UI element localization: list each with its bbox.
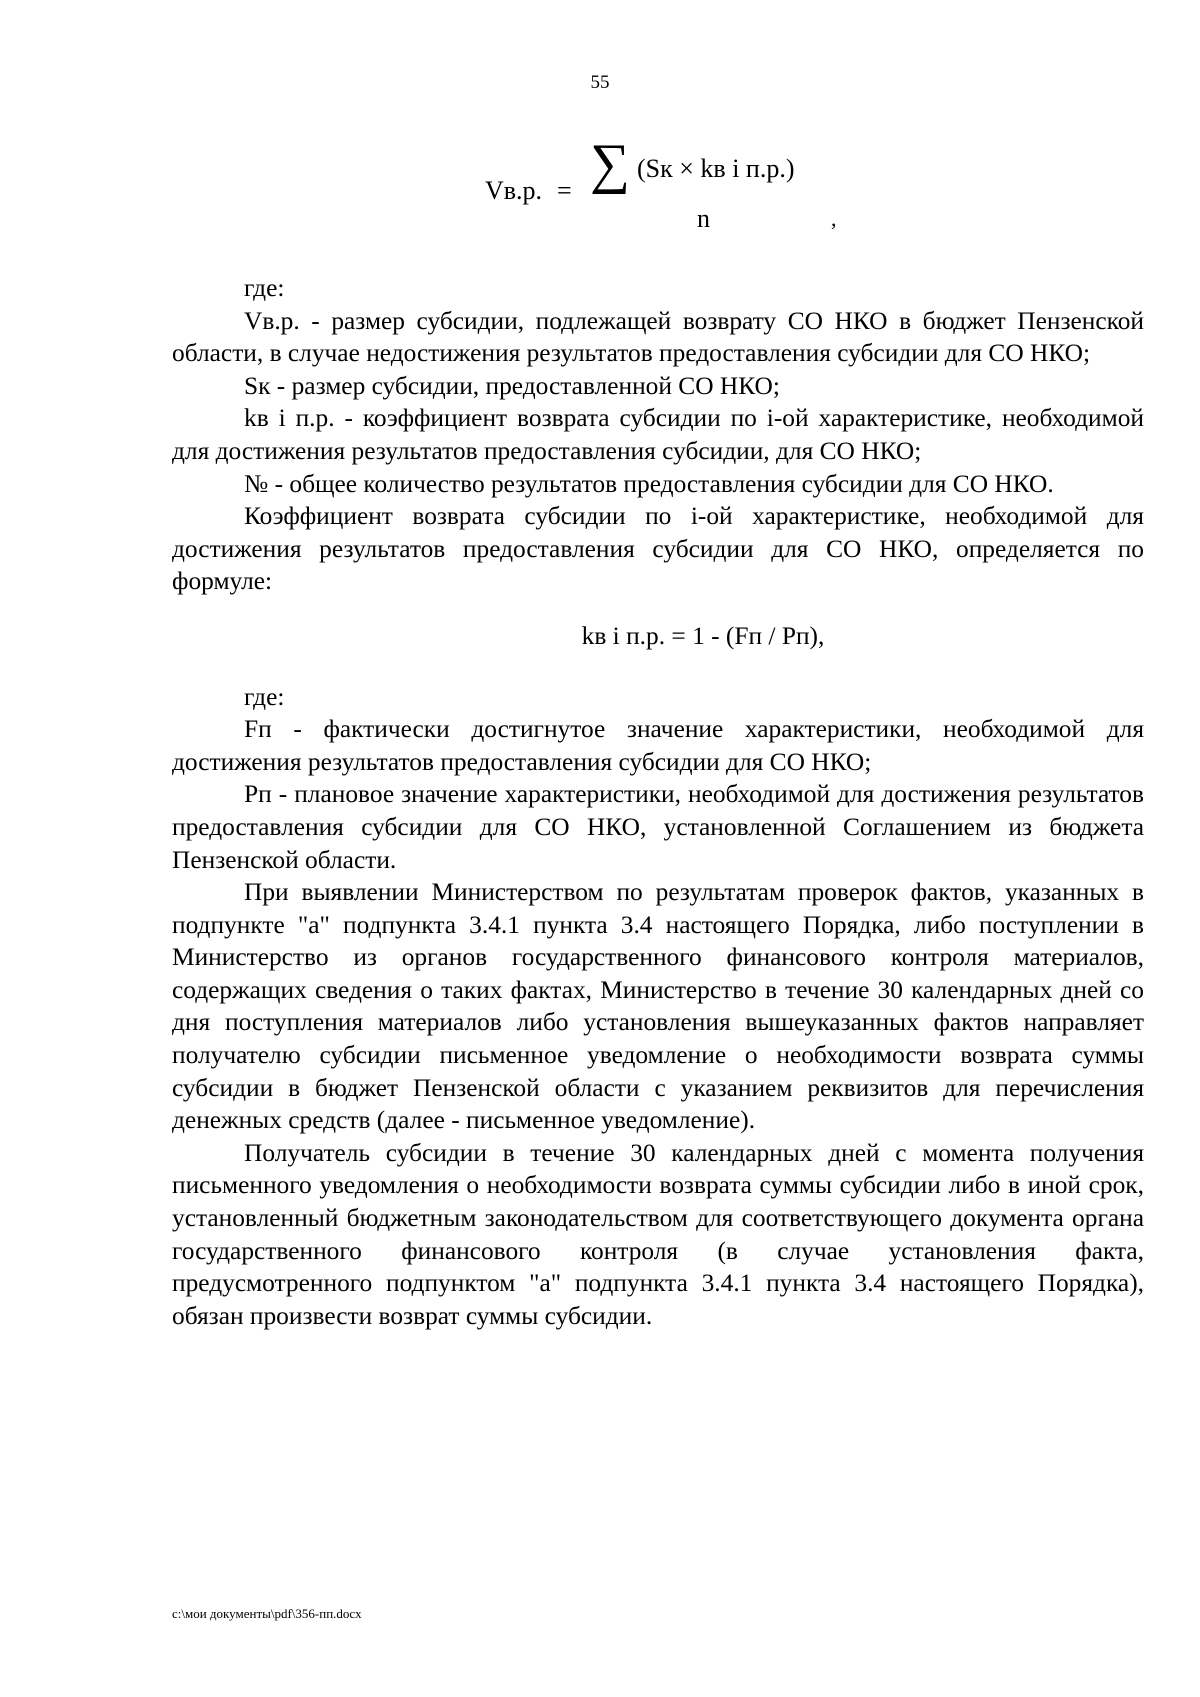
paragraph: № - общее количество результатов предоставления субсидии для СО НКО. [244, 469, 1054, 498]
paragraph: где: [244, 274, 285, 302]
formula-denominator: n [697, 204, 710, 233]
paragraph: Рп - плановое значение характеристики, необходимой для достижения результатов предоставления субсидии для СО НКО, установленной Соглашением из бюджета Пензенской области. [172, 780, 1144, 874]
page-number: 55 [590, 72, 610, 93]
paragraph: Получатель субсидии в течение 30 календарных дней с момента получения письменного уведомления о необходимости возврата суммы субсидии либо в иной срок, установленный бюджетным законодательством для соответствующего документа органа государственного финансового контроля (в случае установления факта, предусмотренного подпунктом "а" подпункта 3.4.1 пункта 3.4 настоящего Порядка), обязан произвести возврат суммы субсидии. [172, 1138, 1144, 1330]
paragraph: Vв.р. - размер субсидии, подлежащей возврату СО НКО в бюджет Пензенской области, в случае недостижения результатов предоставления субсидии для СО НКО; [172, 306, 1144, 368]
paragraph: При выявлении Министерством по результатам проверок фактов, указанных в подпункте "а" подпункта 3.4.1 пункта 3.4 настоящего Порядка, либо поступлении в Министерство из органов государственного финансового контроля материалов, содержащих сведения о таких фактах, Министерство в течение 30 календарных дней со дня поступления материалов либо установления вышеуказанных фактов направляет получателю субсидии письменное уведомление о необходимости возврата суммы субсидии в бюджет Пензенской области с указанием реквизитов для перечисления денежных средств (далее - письменное уведомление). [172, 878, 1144, 1135]
paragraph: Коэффициент возврата субсидии по i-ой характеристике, необходимой для достижения результатов предоставления субсидии для СО НКО, определяется по формуле: [172, 502, 1144, 596]
paragraph: kв i п.р. - коэффициент возврата субсидии по i-ой характеристике, необходимой для достижения результатов предоставления субсидии, для СО НКО; [172, 404, 1144, 465]
paragraph: где: [244, 682, 285, 711]
formula-lhs: Vв.р. [485, 176, 543, 205]
paragraph: Sк - размер субсидии, предоставленной СО НКО; [244, 371, 780, 400]
formula-numerator: (Sк × kв i п.р.) [637, 154, 795, 183]
formula-equals: = [557, 176, 572, 205]
formula-comma: , [831, 206, 837, 231]
coefficient-formula: kв i п.р. = 1 - (Fп / Рп), [581, 621, 825, 650]
footer-file-path: c:\мои документы\pdf\356-пп.docx [172, 1606, 362, 1621]
return-amount-formula [485, 133, 865, 242]
paragraph: Fп - фактически достигнутое значение характеристики, необходимой для достижения результатов предоставления субсидии для СО НКО; [172, 715, 1144, 776]
document-body [172, 272, 1144, 1332]
sigma-symbol: ∑ [590, 133, 630, 195]
